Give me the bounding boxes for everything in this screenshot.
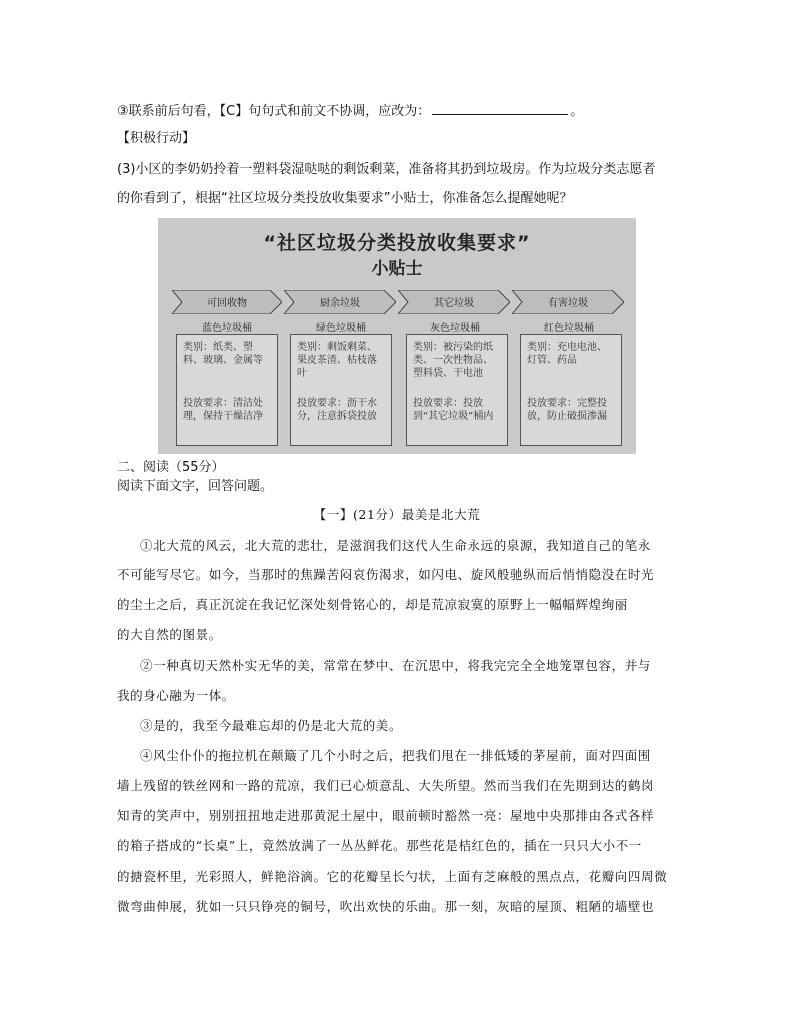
paragraph-line: 的大自然的图景。	[117, 627, 222, 642]
disposal-requirement: 投放要求：完整投放，防止破损渗漏	[527, 398, 607, 422]
category-kitchen	[284, 290, 396, 314]
poster-title: “社区垃圾分类投放收集要求”	[263, 232, 531, 254]
paragraph-line: 不可能写尽它。如今，当那时的焦躁苦闷哀伤渴求，如闪电、旋风般驰纵而后悄悄隐没在时光	[117, 567, 655, 582]
paragraph-line: 的尘土之后，真正沉淀在我记忆深处刻骨铭心的，却是荒凉寂寞的原野上一幅幅辉煌绚丽	[117, 597, 628, 612]
bin-label-green: 绿色垃圾桶	[316, 323, 366, 334]
category-other	[398, 290, 510, 314]
disposal-requirement: 投放要求：投放到“其它垃圾”桶内	[413, 398, 494, 422]
category-label: 有害垃圾	[548, 298, 588, 309]
category-label: 可回收物	[207, 298, 247, 309]
bin-label-gray: 灰色垃圾桶	[430, 323, 480, 334]
category-types: 类别：被污染的纸类、一次性物品、塑料袋、干电池	[413, 342, 493, 379]
article-title: 【一】(21分）最美是北大荒	[313, 507, 481, 522]
disposal-requirement: 投放要求：清洁处理，保持干燥洁净	[183, 398, 263, 422]
bin-label-red: 红色垃圾桶	[544, 323, 594, 334]
category-hazardous	[512, 290, 624, 314]
answer-blank[interactable]	[432, 102, 568, 115]
paragraph-line: 我的身心融为一体。	[117, 688, 235, 703]
detail-box-hazardous	[520, 334, 622, 446]
paragraph-line: 微弯曲伸展，犹如一只只铮亮的铜号，吹出欢快的乐曲。那一刻，灰暗的屋顶、粗陋的墙壁也	[117, 899, 655, 914]
reading-instruction: 阅读下面文字，回答问题。	[117, 479, 274, 494]
paragraph-line: ①北大荒的风云，北大荒的悲壮，是滋润我们这代人生命永远的泉源，我知道自己的笔永	[140, 538, 651, 553]
paragraph-line: 知青的笑声中，别别扭扭地走进那黄泥土屋中，眼前顿时豁然一亮：屋地中央那排由各式各样	[117, 808, 655, 823]
question-3-line2: 的你看到了，根据“社区垃圾分类投放收集要求”小贴士，你准备怎么提醒她呢？	[117, 191, 573, 206]
paragraph-line: 墙上残留的铁丝网和一路的荒凉，我们已心烦意乱、大失所望。然而当我们在先期到达的鹤岗	[117, 778, 655, 793]
paragraph-line: 的箱子搭成的“长桌”上，竟然放满了一丛丛鲜花。那些花是桔红色的，插在一只只大小不一	[117, 838, 642, 853]
bin-label-blue: 蓝色垃圾桶	[202, 323, 252, 334]
category-types: 类别：剩饭剩菜、果皮茶渣、枯枝落叶	[297, 342, 377, 379]
category-types: 类别：充电电池、灯管、药品	[527, 342, 607, 366]
section-heading-action: 【积极行动】	[117, 131, 196, 146]
category-label: 厨余垃圾	[320, 298, 360, 309]
paragraph-line: ②一种真切天然朴实无华的美，常常在梦中、在沉思中，将我完完全全地笼罩包容，并与	[140, 658, 651, 673]
question-text: ③联系前后句看，【C】句句式和前文不协调，应改为：	[117, 104, 431, 119]
section-heading-reading: 二、阅读（55分）	[117, 460, 225, 475]
detail-box-recyclable	[176, 334, 278, 446]
paragraph-line: ④风尘仆仆的拖拉机在颠簸了几个小时之后，把我们甩在一排低矮的茅屋前，面对四面围	[140, 748, 651, 763]
category-recyclable	[172, 290, 282, 314]
question-3-subitem: ③联系前后句看，【C】句句式和前文不协调，应改为： 。	[117, 104, 584, 119]
category-label: 其它垃圾	[434, 298, 474, 309]
question-3-line1: (3)小区的李奶奶拎着一塑料袋湿哒哒的剩饭剩菜，准备将其扔到垃圾房。作为垃圾分类志愿者	[117, 162, 656, 177]
detail-box-other	[406, 334, 508, 446]
paragraph-line: 的搪瓷杯里，光彩照人，鲜艳浴滴。它的花瓣呈长勺状，上面有芝麻般的黑点点，花瓣向四周微	[117, 869, 668, 884]
garbage-sorting-poster	[158, 218, 636, 454]
paragraph-line: ③是的，我至今最难忘却的仍是北大荒的美。	[140, 718, 403, 733]
category-types: 类别：纸类、塑料、玻璃、金属等	[183, 342, 263, 366]
detail-box-kitchen	[290, 334, 392, 446]
poster-subtitle: 小贴士	[371, 259, 423, 279]
disposal-requirement: 投放要求：沥干水分，注意拆袋投放	[297, 398, 377, 422]
